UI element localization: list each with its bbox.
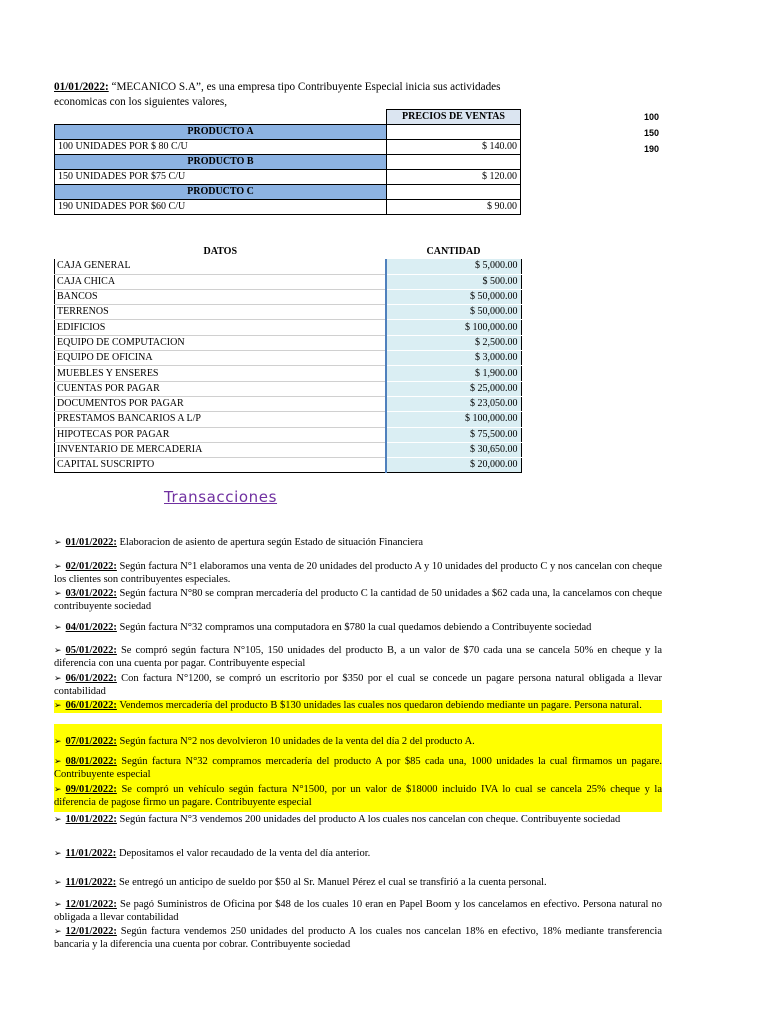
- product-c-price: $ 90.00: [387, 200, 521, 215]
- bullet-arrow-icon: ➢: [54, 927, 62, 937]
- transaction-item-highlighted: ➢ 09/01/2022: Se compró un vehículo según factura N°1500, por un valor de $18000 incluido IVA lo cual se cancela 25% cheque y la diferencia de pagose firmo un pagare. Contribuyente especial: [54, 784, 662, 812]
- product-c-name: PRODUCTO C: [55, 185, 387, 200]
- datos-value: $ 100,000.00: [386, 320, 521, 335]
- datos-label: EQUIPO DE COMPUTACION: [55, 335, 387, 350]
- datos-label: INVENTARIO DE MERCADERIA: [55, 442, 387, 457]
- side-number-1: 100: [644, 112, 660, 122]
- intro-date: 01/01/2022:: [54, 81, 109, 93]
- datos-value: $ 25,000.00: [386, 381, 521, 396]
- transaction-item: ➢ 01/01/2022: Elaboracion de asiento de apertura según Estado de situación Financiera: [54, 537, 424, 548]
- datos-value: $ 2,500.00: [386, 335, 521, 350]
- datos-value: $ 50,000.00: [386, 305, 521, 320]
- intro-text: “MECANICO S.A”, es una empresa tipo Contribuyente Especial inicia sus actividades economicas con los siguientes valores,: [54, 81, 501, 108]
- bullet-arrow-icon: ➢: [54, 646, 62, 656]
- datos-value: $ 100,000.00: [386, 412, 521, 427]
- product-a-desc: 100 UNIDADES POR $ 80 C/U: [55, 140, 387, 155]
- price-table: [54, 109, 521, 215]
- datos-label: MUEBLES Y ENSERES: [55, 366, 387, 381]
- transaction-item: ➢ 11/01/2022: Se entregó un anticipo de sueldo por $50 al Sr. Manuel Pérez el cual se transfirió a la cuenta personal.: [54, 877, 547, 888]
- datos-label: CAPITAL SUSCRIPTO: [55, 458, 387, 473]
- datos-table: [54, 245, 522, 473]
- transaction-item: ➢ 12/01/2022: Se pagó Suministros de Oficina por $48 de los cuales 10 eran en Papel Boom y los cancelamos en efectivo. Persona natural no obligada a llevar contabilidad: [54, 899, 662, 923]
- datos-value: $ 500.00: [386, 274, 521, 289]
- bullet-arrow-icon: ➢: [54, 815, 62, 825]
- datos-value: $ 75,500.00: [386, 427, 521, 442]
- price-header: PRECIOS DE VENTAS: [387, 110, 521, 125]
- transacciones-title: Transacciones: [164, 488, 278, 506]
- datos-label: CAJA CHICA: [55, 274, 387, 289]
- transaction-item-highlighted: ➢ 07/01/2022: Según factura N°2 nos devolvieron 10 unidades de la venta del día 2 del producto A.: [54, 724, 662, 756]
- product-b-name: PRODUCTO B: [55, 155, 387, 170]
- datos-label: TERRENOS: [55, 305, 387, 320]
- datos-label: BANCOS: [55, 289, 387, 304]
- transaction-item: ➢ 05/01/2022: Se compró según factura N°105, 150 unidades del producto B, a un valor de $70 cada una se cancela 50% en cheque y la diferencia con una cuenta por pagar. Contribuyente especial: [54, 645, 662, 669]
- bullet-arrow-icon: ➢: [54, 737, 62, 747]
- datos-label: HIPOTECAS POR PAGAR: [55, 427, 387, 442]
- datos-header: DATOS: [203, 246, 238, 258]
- bullet-arrow-icon: ➢: [54, 701, 62, 711]
- transaction-item: ➢ 02/01/2022: Según factura N°1 elaboramos una venta de 20 unidades del producto A y 10 unidades del producto C y nos cancelan con cheque los clientes son contribuyentes especiales.: [54, 561, 662, 585]
- bullet-arrow-icon: ➢: [54, 538, 62, 548]
- product-b-desc: 150 UNIDADES POR $75 C/U: [55, 170, 387, 185]
- product-a-price: $ 140.00: [387, 140, 521, 155]
- bullet-arrow-icon: ➢: [54, 562, 62, 572]
- datos-value: $ 5,000.00: [386, 259, 521, 274]
- transaction-item-highlighted: ➢ 06/01/2022: Vendemos mercadería del producto B $130 unidades las cuales nos quedaron debiendo mediante un pagare. Persona natural.: [54, 700, 662, 713]
- cantidad-header: CANTIDAD: [426, 246, 481, 258]
- bullet-arrow-icon: ➢: [54, 623, 62, 633]
- bullet-arrow-icon: ➢: [54, 757, 62, 767]
- datos-label: DOCUMENTOS POR PAGAR: [55, 396, 387, 411]
- datos-value: $ 20,000.00: [386, 458, 521, 473]
- datos-label: EDIFICIOS: [55, 320, 387, 335]
- datos-value: $ 3,000.00: [386, 351, 521, 366]
- transaction-item-highlighted: ➢ 08/01/2022: Según factura N°32 compramos mercadería del producto A por $85 cada una, 1000 unidades la cual firmamos un pagare. Contribuyente especial: [54, 756, 662, 784]
- datos-value: $ 30,650.00: [386, 442, 521, 457]
- transaction-item: ➢ 06/01/2022: Con factura N°1200, se compró un escritorio por $350 por el cual se concede un pagare persona natural obligada a llevar contabilidad: [54, 673, 662, 697]
- side-number-2: 150: [644, 128, 660, 138]
- bullet-arrow-icon: ➢: [54, 785, 62, 795]
- datos-label: PRESTAMOS BANCARIOS A L/P: [55, 412, 387, 427]
- datos-label: EQUIPO DE OFICINA: [55, 351, 387, 366]
- datos-label: CUENTAS POR PAGAR: [55, 381, 387, 396]
- bullet-arrow-icon: ➢: [54, 849, 62, 859]
- transaction-item: ➢ 04/01/2022: Según factura N°32 compramos una computadora en $780 la cual quedamos debiendo a Contribuyente sociedad: [54, 622, 592, 633]
- intro-paragraph: [54, 80, 524, 110]
- datos-value: $ 50,000.00: [386, 289, 521, 304]
- transaction-item: ➢ 03/01/2022: Según factura N°80 se compran mercadería del producto C la cantidad de 50 unidades a $62 cada una, la cancelamos con cheque contribuyente sociedad: [54, 588, 662, 612]
- bullet-arrow-icon: ➢: [54, 900, 62, 910]
- datos-label: CAJA GENERAL: [55, 259, 387, 274]
- bullet-arrow-icon: ➢: [54, 674, 62, 684]
- product-c-desc: 190 UNIDADES POR $60 C/U: [55, 200, 387, 215]
- datos-value: $ 1,900.00: [386, 366, 521, 381]
- side-number-3: 190: [644, 144, 660, 154]
- transaction-item: ➢ 11/01/2022: Depositamos el valor recaudado de la venta del día anterior.: [54, 848, 371, 859]
- bullet-arrow-icon: ➢: [54, 589, 62, 599]
- product-a-name: PRODUCTO A: [55, 125, 387, 140]
- transaction-item: ➢ 12/01/2022: Según factura vendemos 250 unidades del producto A los cuales nos cancelan 18% en efectivo, 18% mediante transferencia bancaria y la diferencia una cuenta por cobrar. Contribuyente sociedad: [54, 926, 662, 950]
- product-b-price: $ 120.00: [387, 170, 521, 185]
- transaction-item: ➢ 10/01/2022: Según factura N°3 vendemos 200 unidades del producto A los cuales nos cancelan con cheque. Contribuyente sociedad: [54, 814, 621, 825]
- bullet-arrow-icon: ➢: [54, 878, 62, 888]
- datos-value: $ 23,050.00: [386, 396, 521, 411]
